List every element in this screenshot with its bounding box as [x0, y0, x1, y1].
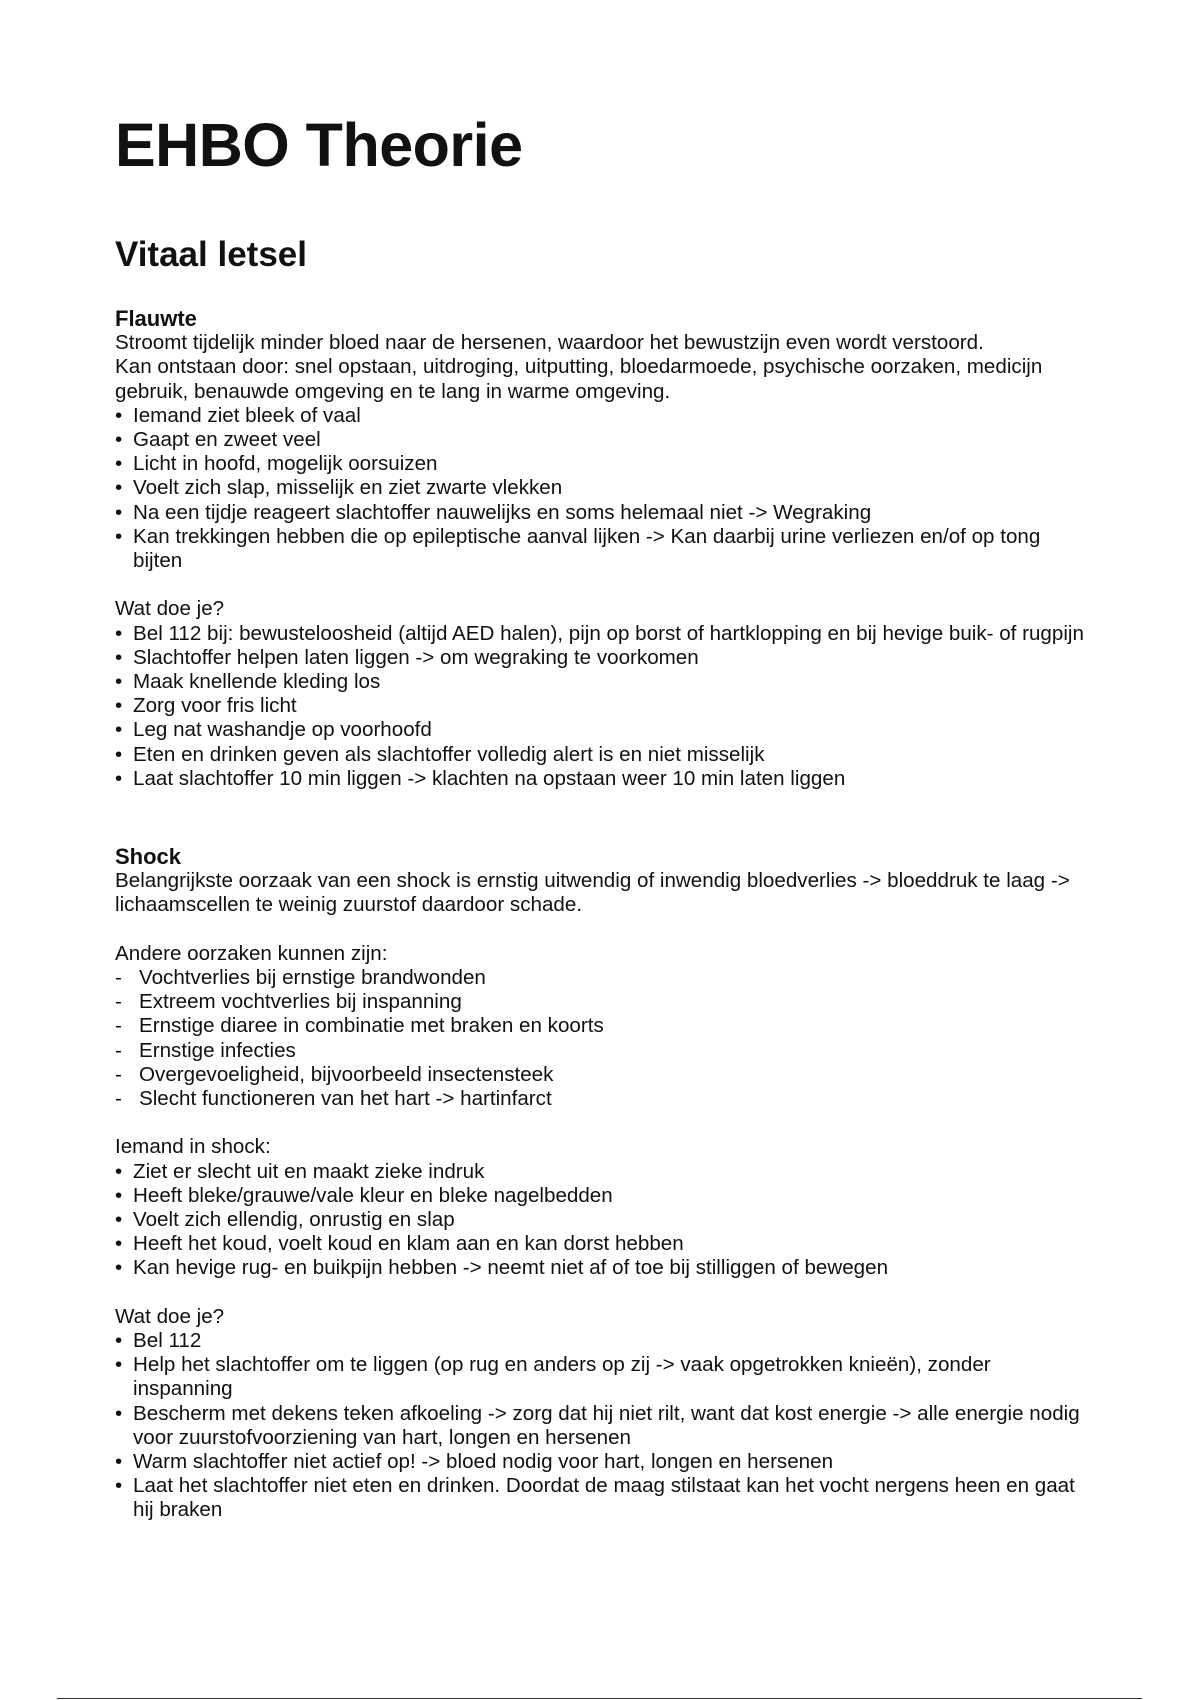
list-item: • Ziet er slecht uit en maakt zieke indruk [115, 1160, 1090, 1184]
flauwte-heading: Flauwte [115, 306, 197, 331]
list-item: • Voelt zich ellendig, onrustig en slap [115, 1208, 1090, 1232]
list-item: • Help het slachtoffer om te liggen (op rug en anders op zij -> vaak opgetrokken knieën), zonder inspanning [115, 1353, 1090, 1401]
flauwte-what-heading: Wat doe je? [115, 597, 225, 621]
list-item: • Laat slachtoffer 10 min liggen -> klachten na opstaan weer 10 min laten liggen [115, 767, 1090, 791]
list-item: • Laat het slachtoffer niet eten en drinken. Doordat de maag stilstaat kan het vocht nergens heen en gaat hij braken [115, 1474, 1090, 1522]
section-title: Vitaal letsel [115, 235, 307, 274]
list-item: • Kan hevige rug- en buikpijn hebben -> neemt niet af of toe bij stilliggen of bewegen [115, 1256, 1090, 1280]
list-item: • Maak knellende kleding los [115, 670, 1090, 694]
shock-symptoms-heading: Iemand in shock: [115, 1135, 271, 1159]
list-item: - Slecht functioneren van het hart -> hartinfarct [115, 1087, 1090, 1111]
page-title: EHBO Theorie [115, 111, 523, 179]
list-item: • Slachtoffer helpen laten liggen -> om wegraking te voorkomen [115, 646, 1090, 670]
list-item: • Kan trekkingen hebben die op epileptische aanval lijken -> Kan daarbij urine verliezen en/of op tong bijten [115, 525, 1090, 573]
list-item: • Voelt zich slap, misselijk en ziet zwarte vlekken [115, 476, 1090, 500]
spacer [115, 1281, 1090, 1305]
shock-causes-heading: Andere oorzaken kunnen zijn: [115, 941, 388, 965]
shock-heading: Shock [115, 844, 182, 869]
list-item: • Na een tijdje reageert slachtoffer nauwelijks en soms helemaal niet -> Wegraking [115, 501, 1090, 525]
flauwte-intro-2: Kan ontstaan door: snel opstaan, uitdroging, uitputting, bloedarmoede, psychische oorzaken, medicijn gebruik, benauwde omgeving en te lang in warme omgeving. [115, 355, 1043, 403]
shock-what-heading: Wat doe je? [115, 1304, 225, 1328]
list-item: • Heeft het koud, voelt koud en klam aan en kan dorst hebben [115, 1232, 1090, 1256]
list-item: - Vochtverlies bij ernstige brandwonden [115, 966, 1090, 990]
footer-divider [57, 1698, 1142, 1699]
shock-action-list [115, 1329, 1090, 1523]
list-item: • Licht in hoofd, mogelijk oorsuizen [115, 452, 1090, 476]
flauwte-action-list [115, 622, 1090, 791]
flauwte-intro-1: Stroomt tijdelijk minder bloed naar de hersenen, waardoor het bewustzijn even wordt verstoord. [115, 331, 984, 355]
list-item: • Bel 112 bij: bewusteloosheid (altijd AED halen), pijn op borst of hartklopping en bij hevige buik- of rugpijn [115, 622, 1090, 646]
shock-intro: Belangrijkste oorzaak van een shock is ernstig uitwendig of inwendig bloedverlies -> bloeddruk te laag -> lichaamscellen te weinig zuurstof daardoor schade. [115, 869, 1070, 917]
list-item: - Ernstige infecties [115, 1039, 1090, 1063]
list-item: • Iemand ziet bleek of vaal [115, 404, 1090, 428]
flauwte-section [115, 307, 1090, 791]
list-item: • Leg nat washandje op voorhoofd [115, 718, 1090, 742]
shock-symptom-list [115, 1160, 1090, 1281]
spacer [115, 1111, 1090, 1135]
spacer [115, 573, 1090, 597]
list-item: - Extreem vochtverlies bij inspanning [115, 990, 1090, 1014]
list-item: • Eten en drinken geven als slachtoffer volledig alert is en niet misselijk [115, 743, 1090, 767]
list-item: • Gaapt en zweet veel [115, 428, 1090, 452]
list-item: • Bescherm met dekens teken afkoeling -> zorg dat hij niet rilt, want dat kost energie -> alle energie nodig voor zuurstofvoorziening van hart, longen en hersenen [115, 1402, 1090, 1450]
flauwte-symptom-list [115, 404, 1090, 573]
list-item: - Overgevoeligheid, bijvoorbeeld insectensteek [115, 1063, 1090, 1087]
list-item: • Bel 112 [115, 1329, 1090, 1353]
list-item: • Warm slachtoffer niet actief op! -> bloed nodig voor hart, longen en hersenen [115, 1450, 1090, 1474]
list-item: • Heeft bleke/grauwe/vale kleur en bleke nagelbedden [115, 1184, 1090, 1208]
list-item: - Ernstige diaree in combinatie met braken en koorts [115, 1014, 1090, 1038]
shock-cause-list [115, 966, 1090, 1111]
list-item: • Zorg voor fris licht [115, 694, 1090, 718]
spacer [115, 918, 1090, 942]
shock-section [115, 845, 1090, 1523]
